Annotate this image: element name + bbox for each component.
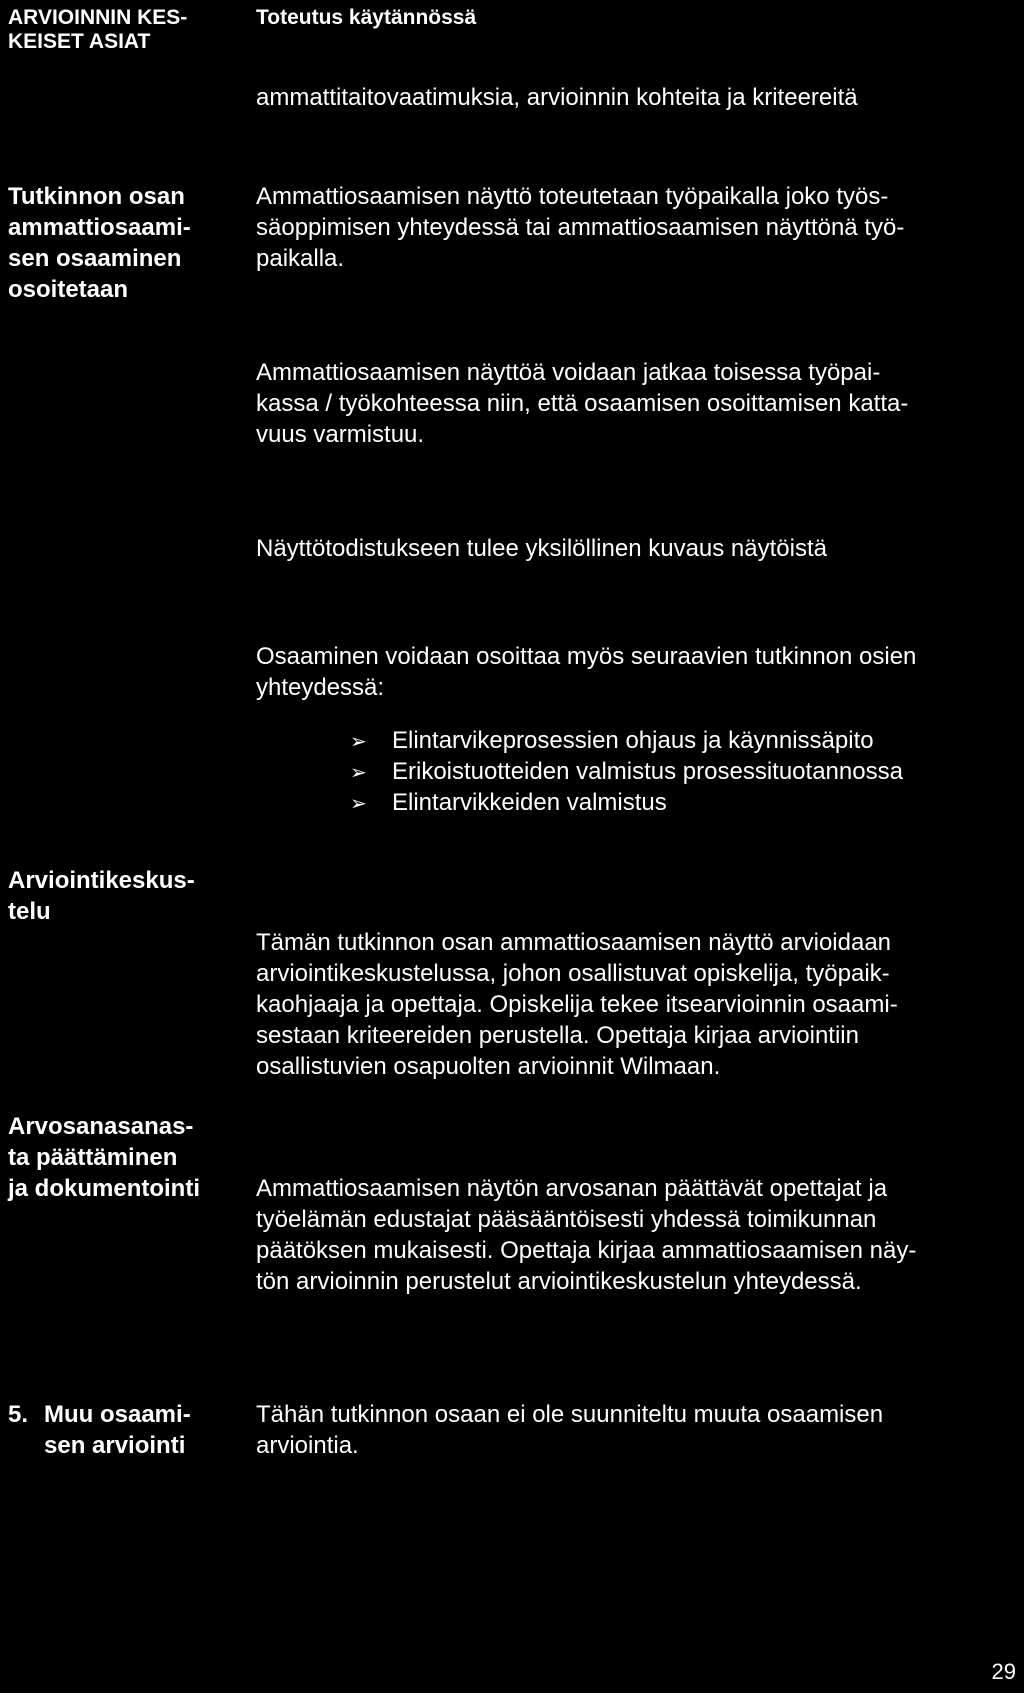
label-demonstration: Tutkinnon osan ammattiosaami- sen osaaminen osoitetaan [8, 183, 191, 303]
related-module-list [350, 726, 903, 819]
section-number: 5. [8, 1401, 29, 1428]
list-item [350, 726, 903, 757]
column-header-implementation: Toteutus käytännössä [256, 6, 477, 29]
list-item [350, 757, 903, 788]
label-other-assessment: Muu osaami- sen arviointi [44, 1401, 191, 1459]
list-item-text: Elintarvikeprosessien ohjaus ja käynnissäpito [392, 727, 874, 754]
arrow-bullet-icon: ➢ [350, 762, 367, 784]
list-item-text: Elintarvikkeiden valmistus [392, 789, 667, 816]
list-item-text: Erikoistuotteiden valmistus prosessituotannossa [392, 758, 903, 785]
demonstration-paragraph-1: Ammattiosaamisen näyttö toteutetaan työpaikalla joko työs- säoppimisen yhteydessä tai ammattiosaamisen näyttönä työ- paikalla. [256, 183, 905, 272]
label-assessment-discussion: Arviointikeskus- telu [8, 867, 195, 925]
column-header-key-issues: ARVIOINNIN KES- KEISET ASIAT [8, 6, 188, 53]
arrow-bullet-icon: ➢ [350, 793, 367, 815]
label-grading-documentation: Arvosanasanas- ta päättäminen ja dokumentointi [8, 1113, 200, 1202]
assessment-discussion-text: Tämän tutkinnon osan ammattiosaamisen näyttö arvioidaan arviointikeskustelussa, johon osallistuvat opiskelija, työpaik- kaohjaaja ja opettaja. Opiskelija tekee itsearvioinnin osaami- sestaan kriteereiden perustella. Opettaja kirjaa arviointiin osallistuvien osapuolten arvioinnit Wilmaan. [256, 929, 898, 1080]
intro-line: ammattitaitovaatimuksia, arvioinnin kohteita ja kriteereitä [256, 84, 858, 111]
demonstration-paragraph-3: Näyttötodistukseen tulee yksilöllinen kuvaus näytöistä [256, 535, 827, 562]
grading-documentation-text: Ammattiosaamisen näytön arvosanan päättävät opettajat ja työelämän edustajat pääsääntöisesti yhdessä toimikunnan päätöksen mukaisesti. Opettaja kirjaa ammattiosaamisen näy- tön arvioinnin perustelut arviointikeskustelun yhteydessä. [256, 1175, 917, 1295]
page-number: 29 [991, 1659, 1016, 1684]
demonstration-paragraph-4: Osaaminen voidaan osoittaa myös seuraavien tutkinnon osien yhteydessä: [256, 643, 917, 701]
list-item [350, 788, 903, 819]
other-assessment-text: Tähän tutkinnon osaan ei ole suunniteltu muuta osaamisen arviointia. [256, 1401, 884, 1459]
arrow-bullet-icon: ➢ [350, 731, 367, 753]
demonstration-paragraph-2: Ammattiosaamisen näyttöä voidaan jatkaa toisessa työpai- kassa / työkohteessa niin, että osaamisen osoittamisen katta- vuus varmistuu. [256, 359, 909, 448]
